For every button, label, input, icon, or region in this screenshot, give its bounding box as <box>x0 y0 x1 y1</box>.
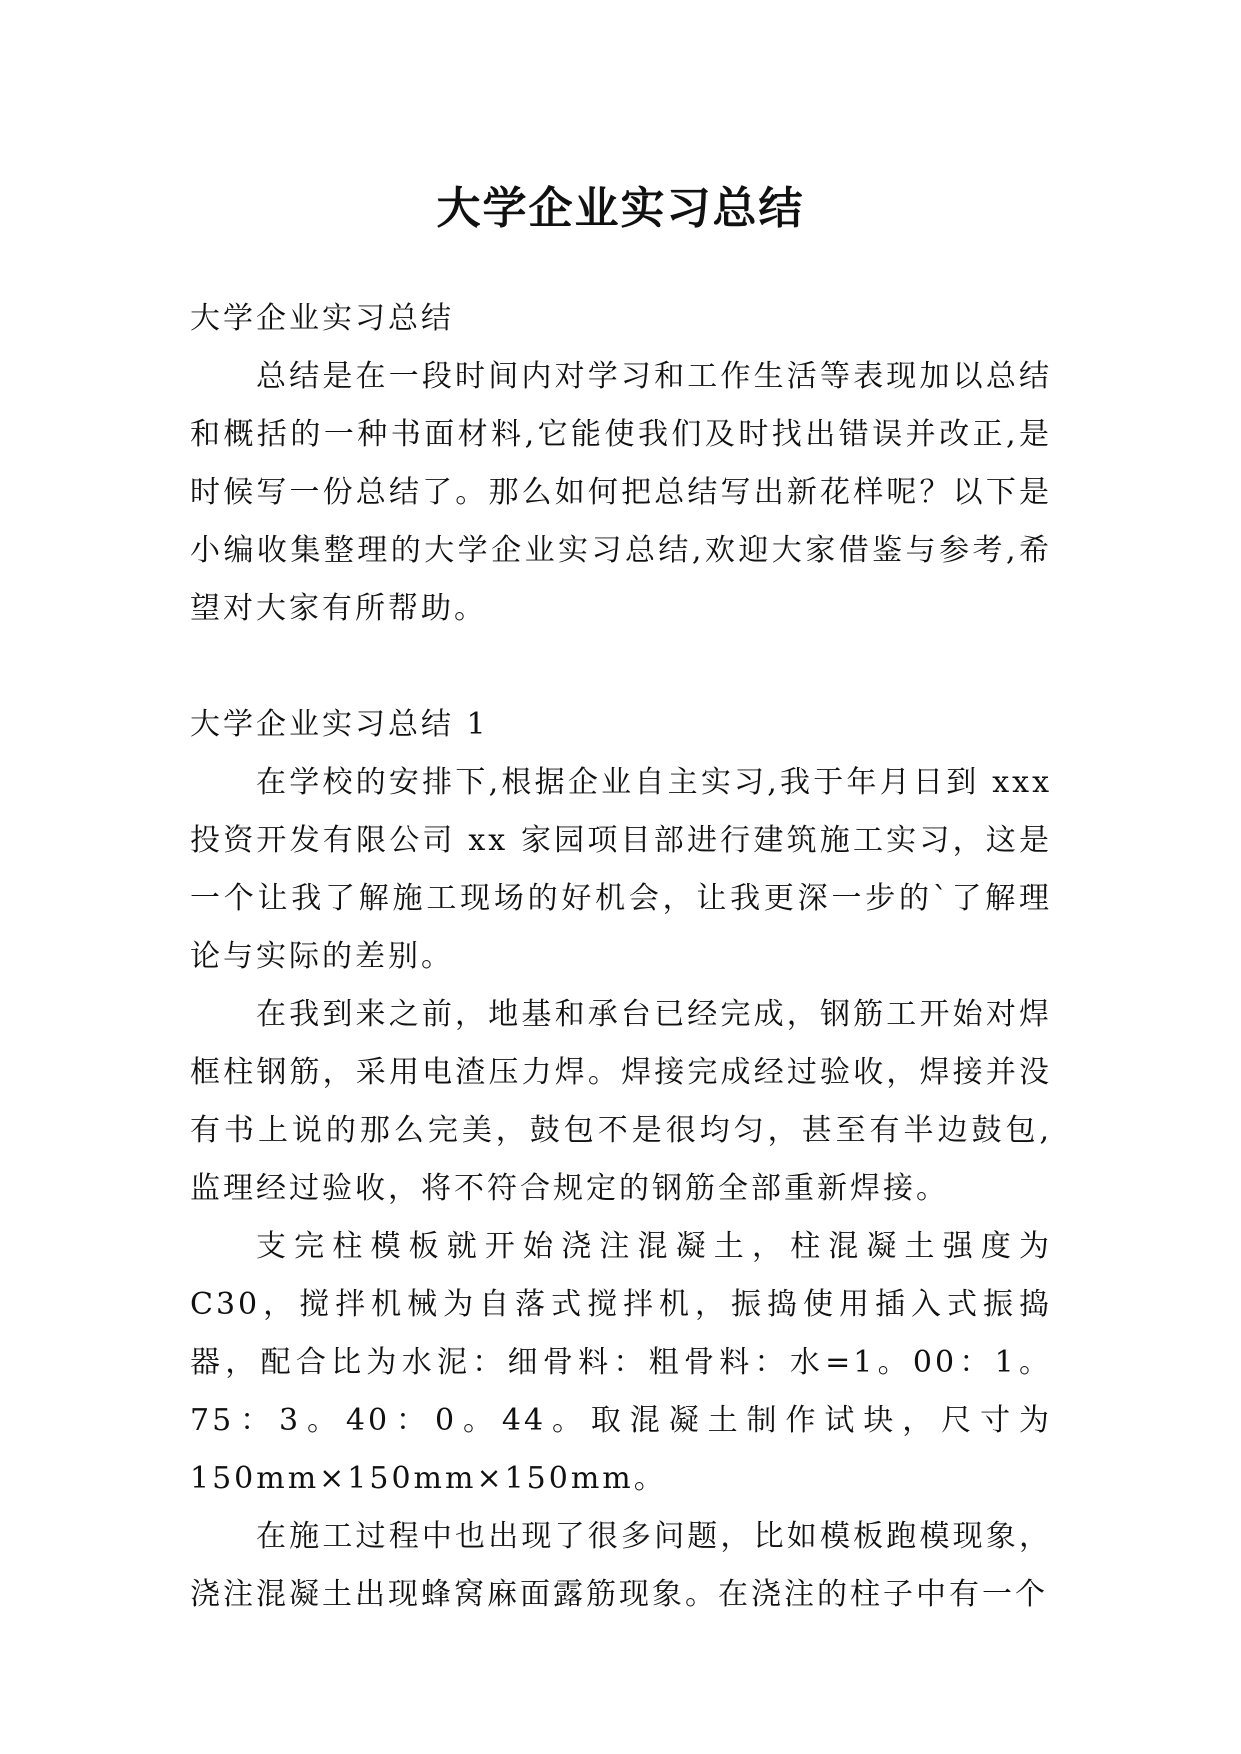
document-title: 大学企业实习总结 <box>436 183 805 235</box>
section-spacer <box>190 638 1052 696</box>
document-body <box>190 290 1052 1624</box>
section-1-heading: 大学企业实习总结 1 <box>190 707 489 742</box>
section-1-paragraph-1: 在学校的安排下,根据企业自主实习,我于年月日到 xxx 投资开发有限公司 xx 家园项目部进行建筑施工实习，这是一个让我了解施工现场的好机会，让我更深一步的`了解理论与实际的差别。 <box>190 765 1052 974</box>
intro-paragraph: 总结是在一段时间内对学习和工作生活等表现加以总结和概括的一种书面材料,它能使我们及时找出错误并改正,是时候写一份总结了。那么如何把总结写出新花样呢？以下是小编收集整理的大学企业实习总结,欢迎大家借鉴与参考,希望对大家有所帮助。 <box>190 359 1052 626</box>
section-1-paragraph-3: 支完柱模板就开始浇注混凝土，柱混凝土强度为 C30，搅拌机械为自落式搅拌机，振捣使用插入式振捣器，配合比为水泥：细骨料：粗骨料：水=1。00：1。75：3。40：0。44。取混凝土制作试块，尺寸为 150mm×150mm×150mm。 <box>190 1229 1052 1496</box>
section-1-paragraph-2: 在我到来之前，地基和承台已经完成，钢筋工开始对焊框柱钢筋，采用电渣压力焊。焊接完成经过验收，焊接并没有书上说的那么完美，鼓包不是很均匀，甚至有半边鼓包,监理经过验收，将不符合规定的钢筋全部重新焊接。 <box>190 997 1052 1206</box>
intro-heading: 大学企业实习总结 <box>190 301 454 336</box>
section-1-paragraph-4: 在施工过程中也出现了很多问题，比如模板跑模现象，浇注混凝土出现蜂窝麻面露筋现象。在浇注的柱子中有一个 <box>190 1519 1052 1612</box>
